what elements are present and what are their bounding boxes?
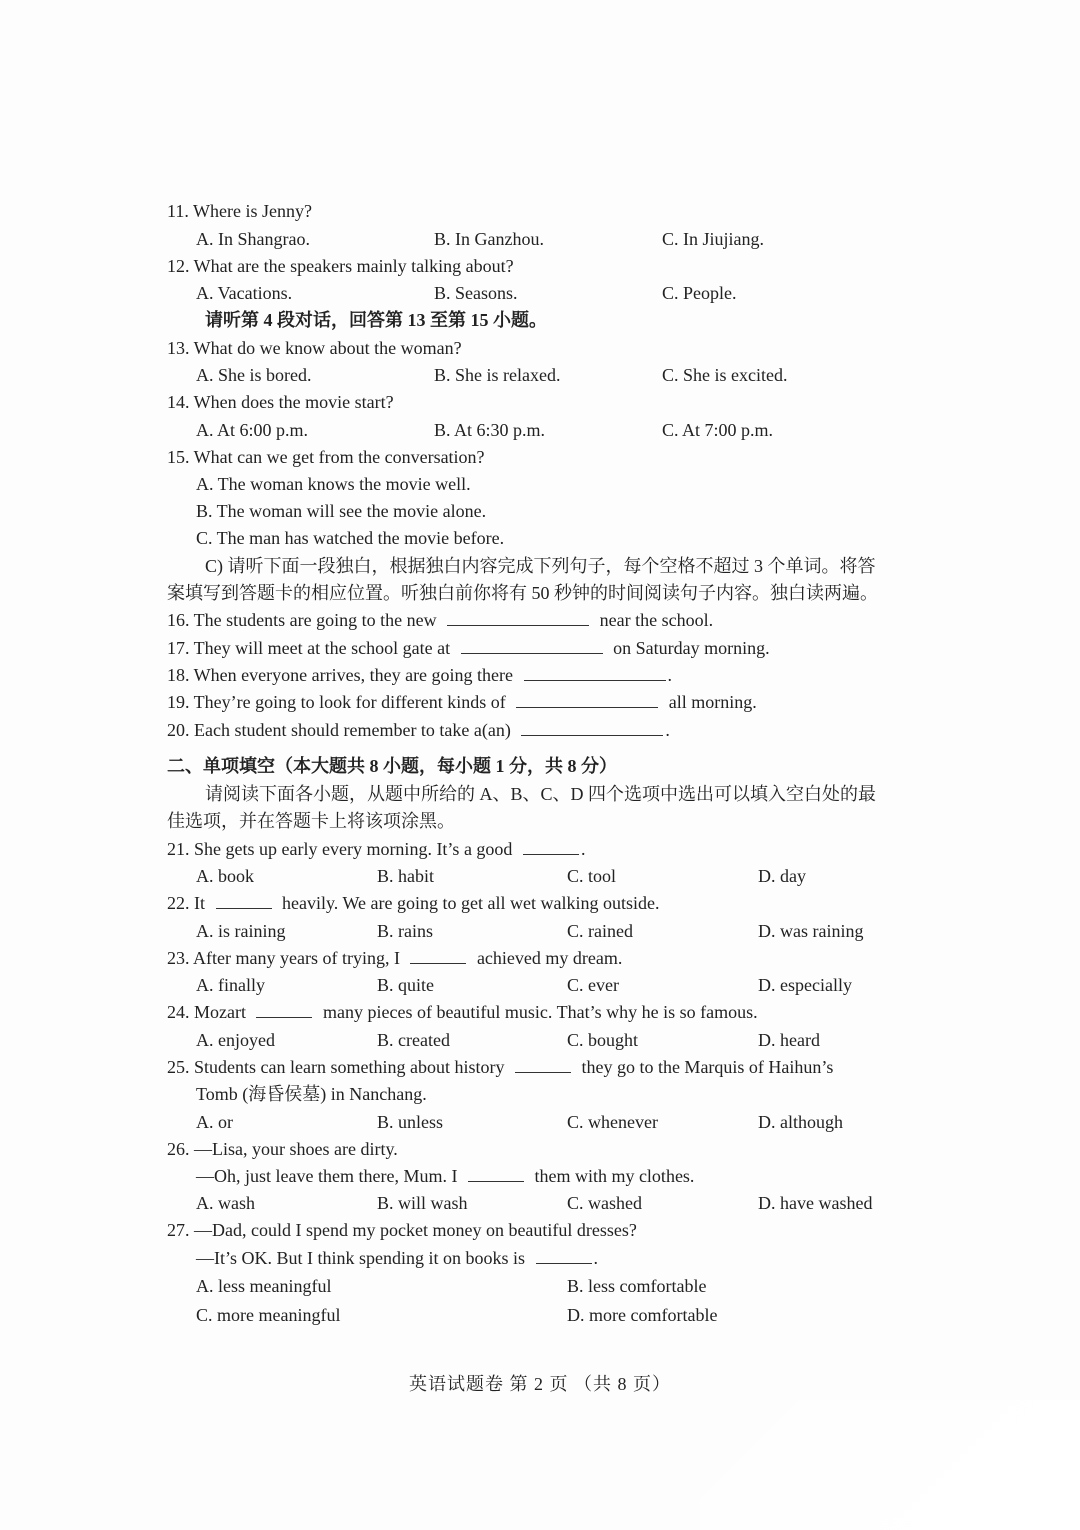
question-21-option-c: C. tool <box>567 866 617 886</box>
question-22-option-a: A. is raining <box>196 921 286 941</box>
part2-heading: 二、单项填空（本大题共 8 小题，每小题 1 分，共 8 分） <box>167 756 617 776</box>
question-19-blank <box>516 691 658 708</box>
question-23-stem <box>167 946 622 970</box>
question-21-before: 21. She gets up early every morning. It’s a good <box>167 839 513 859</box>
question-11-option-b: B. In Ganzhou. <box>434 229 544 249</box>
question-23-option-a: A. finally <box>196 975 265 995</box>
question-20-before: 20. Each student should remember to take a(an) <box>167 720 511 740</box>
question-22-option-b: B. rains <box>377 921 433 941</box>
question-22-option-c: C. rained <box>567 921 633 941</box>
page-footer: 英语试题卷 第 2 页 （共 8 页） <box>409 1374 671 1394</box>
question-21-stem <box>167 837 585 861</box>
question-12-stem: 12. What are the speakers mainly talking about? <box>167 256 514 276</box>
question-27-line1: 27. —Dad, could I spend my pocket money on beautiful dresses? <box>167 1220 637 1240</box>
question-18-blank <box>524 664 666 681</box>
question-25-after: they go to the Marquis of Haihun’s <box>581 1057 834 1077</box>
question-19 <box>167 690 757 714</box>
question-13-option-a: A. She is bored. <box>196 365 312 385</box>
question-22-stem <box>167 891 659 915</box>
question-27-line2 <box>196 1246 598 1270</box>
question-21-option-b: B. habit <box>377 866 434 886</box>
question-25-option-d: D. although <box>758 1112 843 1132</box>
question-16-blank <box>447 609 589 626</box>
question-26-option-c: C. washed <box>567 1193 642 1213</box>
question-19-before: 19. They’re going to look for different kinds of <box>167 692 506 712</box>
question-18 <box>167 663 672 687</box>
question-20-blank <box>521 719 663 736</box>
question-24-before: 24. Mozart <box>167 1002 246 1022</box>
question-23-before: 23. After many years of trying, I <box>167 948 400 968</box>
question-23-option-b: B. quite <box>377 975 434 995</box>
question-27-option-a: A. less meaningful <box>196 1276 332 1296</box>
question-27-blank <box>536 1247 592 1264</box>
question-12-option-c: C. People. <box>662 283 737 303</box>
section-c-instruction-line2: 案填写到答题卡的相应位置。听独白前你将有 50 秒钟的时间阅读句子内容。独白读两遍。 <box>167 583 878 603</box>
question-13-option-c: C. She is excited. <box>662 365 788 385</box>
question-21-blank <box>523 838 579 855</box>
question-24-blank <box>256 1001 312 1018</box>
question-23-after: achieved my dream. <box>476 948 623 968</box>
question-17-after: on Saturday morning. <box>613 638 770 658</box>
question-16-after: near the school. <box>599 610 714 630</box>
question-27-after: . <box>593 1248 599 1268</box>
scan-fade-overlay <box>700 1400 1080 1530</box>
instruction-dialogue-4: 请听第 4 段对话，回答第 13 至第 15 小题。 <box>205 310 547 330</box>
question-14-option-b: B. At 6:30 p.m. <box>434 420 546 440</box>
question-26-line2 <box>196 1164 694 1188</box>
question-14-stem: 14. When does the movie start? <box>167 392 394 412</box>
question-16-before: 16. The students are going to the new <box>167 610 437 630</box>
question-22-after: heavily. We are going to get all wet walking outside. <box>282 893 660 913</box>
question-11-stem: 11. Where is Jenny? <box>167 201 312 221</box>
question-24-option-d: D. heard <box>758 1030 820 1050</box>
question-16 <box>167 608 713 632</box>
question-17-before: 17. They will meet at the school gate at <box>167 638 451 658</box>
question-22-before: 22. It <box>167 893 205 913</box>
question-27-before: —It’s OK. But I think spending it on books is <box>196 1248 526 1268</box>
question-27-option-c: C. more meaningful <box>196 1305 341 1325</box>
question-23-option-c: C. ever <box>567 975 619 995</box>
question-26-option-a: A. wash <box>196 1193 255 1213</box>
question-25-before: 25. Students can learn something about history <box>167 1057 505 1077</box>
question-12-option-a: A. Vacations. <box>196 283 293 303</box>
question-27-option-b: B. less comfortable <box>567 1276 707 1296</box>
question-15-option-a: A. The woman knows the movie well. <box>196 474 471 494</box>
question-25-blank <box>515 1056 571 1073</box>
part2-intro-line1: 请阅读下面各小题，从题中所给的 A、B、C、D 四个选项中选出可以填入空白处的最 <box>205 784 877 804</box>
question-21-option-a: A. book <box>196 866 254 886</box>
question-15-stem: 15. What can we get from the conversation? <box>167 447 485 467</box>
question-21-after: . <box>580 839 586 859</box>
question-25-stem-line2: Tomb (海昏侯墓) in Nanchang. <box>196 1084 427 1104</box>
question-26-line1: 26. —Lisa, your shoes are dirty. <box>167 1139 398 1159</box>
part2-intro-line2: 佳选项，并在答题卡上将该项涂黑。 <box>167 811 455 831</box>
question-22-blank <box>216 892 272 909</box>
question-19-after: all morning. <box>668 692 757 712</box>
question-22-option-d: D. was raining <box>758 921 864 941</box>
question-11-option-a: A. In Shangrao. <box>196 229 310 249</box>
question-24-option-a: A. enjoyed <box>196 1030 275 1050</box>
question-21-option-d: D. day <box>758 866 806 886</box>
question-14-option-a: A. At 6:00 p.m. <box>196 420 309 440</box>
question-18-before: 18. When everyone arrives, they are going there <box>167 665 514 685</box>
question-26-after: them with my clothes. <box>534 1166 695 1186</box>
question-25-stem <box>167 1055 833 1079</box>
question-18-after: . <box>667 665 673 685</box>
question-11-option-c: C. In Jiujiang. <box>662 229 764 249</box>
question-20 <box>167 718 670 742</box>
question-26-blank <box>468 1165 524 1182</box>
question-26-before: —Oh, just leave them there, Mum. I <box>196 1166 458 1186</box>
question-15-option-b: B. The woman will see the movie alone. <box>196 501 487 521</box>
question-24-option-c: C. bought <box>567 1030 639 1050</box>
question-25-option-c: C. whenever <box>567 1112 658 1132</box>
question-27-option-d: D. more comfortable <box>567 1305 718 1325</box>
question-17-blank <box>461 637 603 654</box>
question-13-option-b: B. She is relaxed. <box>434 365 561 385</box>
question-23-option-d: D. especially <box>758 975 852 995</box>
question-14-option-c: C. At 7:00 p.m. <box>662 420 774 440</box>
question-25-option-a: A. or <box>196 1112 233 1132</box>
question-24-option-b: B. created <box>377 1030 450 1050</box>
section-c-instruction-line1: C) 请听下面一段独白，根据独白内容完成下列句子，每个空格不超过 3 个单词。将答 <box>205 556 876 576</box>
question-12-option-b: B. Seasons. <box>434 283 518 303</box>
question-23-blank <box>410 947 466 964</box>
question-17 <box>167 636 770 660</box>
question-26-option-d: D. have washed <box>758 1193 873 1213</box>
question-13-stem: 13. What do we know about the woman? <box>167 338 462 358</box>
question-26-option-b: B. will wash <box>377 1193 468 1213</box>
question-24-after: many pieces of beautiful music. That’s why he is so famous. <box>322 1002 758 1022</box>
question-15-option-c: C. The man has watched the movie before. <box>196 528 505 548</box>
question-24-stem <box>167 1000 758 1024</box>
question-25-option-b: B. unless <box>377 1112 444 1132</box>
question-20-after: . <box>665 720 670 740</box>
